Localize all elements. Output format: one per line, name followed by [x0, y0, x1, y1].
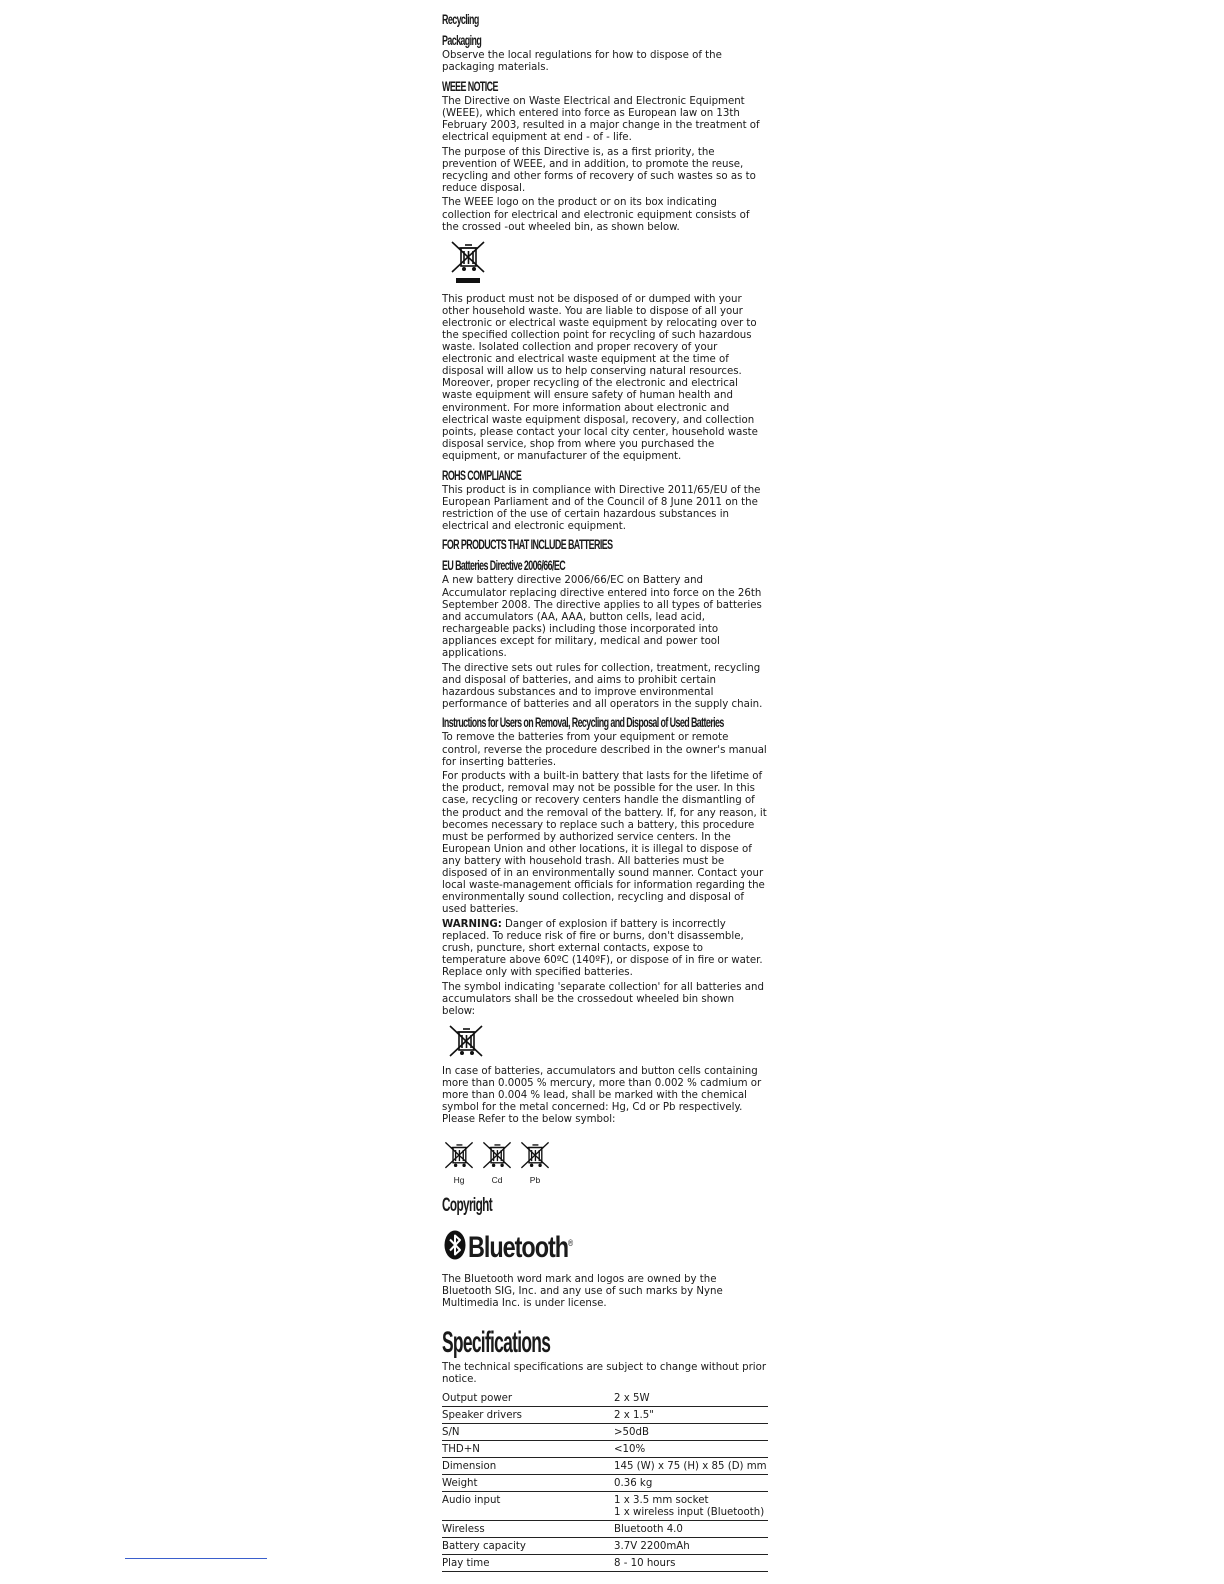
- metal-label-pb: Pb: [529, 1174, 541, 1185]
- warning-label: WARNING:: [442, 918, 502, 930]
- packaging-text: Observe the local regulations for how to dispose of the packaging materials.: [442, 50, 722, 74]
- spec-value-2: 1 x wireless input (Bluetooth): [614, 1507, 765, 1519]
- bluetooth-logo: [444, 1227, 768, 1264]
- battery-bin-icon: [446, 1024, 486, 1060]
- batteries-paragraph-4: For products with a built-in battery that lasts for the lifetime of the product, removal may not be possible for the user. In this case, recycling or recovery centers handle the dismantling of the product and the removal of the battery. If, for any reason, it becomes necessary to replace such a battery, this procedure must be performed by authorized service centers. In the European Union and other locations, it is illegal to dispose of any battery with household trash. All batteries must be disposed of in an environmentally sound manner. Contact your local waste-management officials for information regarding the environmentally sound collection, recycling and disposal of used batteries.: [442, 771, 767, 916]
- metal-symbol-pb: [518, 1139, 552, 1185]
- bin-hg-icon: [442, 1139, 476, 1173]
- rohs-text: This product is in compliance with Directive 2011/65/EU of the European Parliament and of the Council of 8 June 2011 on the restriction of the use of certain hazardous substances in electrical and electronic equipment.: [442, 484, 761, 532]
- table-row: [442, 1458, 768, 1475]
- warning-paragraph: [442, 919, 768, 979]
- spec-value: <10%: [614, 1441, 768, 1458]
- metal-symbol-hg: [442, 1139, 476, 1185]
- metal-symbols: [442, 1139, 768, 1185]
- bluetooth-wordmark: [468, 1227, 572, 1264]
- spec-label: Wireless: [442, 1521, 614, 1538]
- spec-label: Weight: [442, 1475, 614, 1492]
- copyright-text: The Bluetooth word mark and logos are owned by the Bluetooth SIG, Inc. and any use of such marks by Nyne Multimedia Inc. is under license.: [442, 1273, 723, 1309]
- spec-label: Audio input: [442, 1492, 614, 1521]
- metal-label-cd: Cd: [491, 1174, 503, 1185]
- weee-heading: WEEE NOTICE: [442, 78, 498, 94]
- spec-label: Battery capacity: [442, 1538, 614, 1555]
- document-column: [442, 8, 768, 1572]
- bin-cd-icon: [480, 1139, 514, 1173]
- batteries-paragraph-3: To remove the batteries from your equipment or remote control, reverse the procedure described in the owner's manual for inserting batteries.: [442, 732, 767, 768]
- warning-text: Danger of explosion if battery is incorrectly replaced. To reduce risk of fire or burns, don't disassemble, crush, puncture, short external contacts, expose to temperature above 60ºC (140ºF), or dispose of in fire or water. Replace only with specified batteries.: [442, 918, 763, 979]
- batteries-directive-heading: EU Batteries Directive 2006/66/EC: [442, 558, 566, 574]
- batteries-paragraph-5: The symbol indicating 'separate collection' for all batteries and accumulators shall be the crossedout wheeled bin shown below:: [442, 981, 764, 1017]
- spec-value: 1 x 3.5 mm socket: [614, 1495, 709, 1507]
- spec-value: Bluetooth 4.0: [614, 1521, 768, 1538]
- weee-paragraph-3: The WEEE logo on the product or on its box indicating collection for electrical and electronic equipment consists of the crossed -out wheeled bin, as shown below.: [442, 197, 750, 233]
- spec-value-multi: [614, 1492, 768, 1521]
- spec-label: Speaker drivers: [442, 1407, 614, 1424]
- spec-value: 3.7V 2200mAh: [614, 1538, 768, 1555]
- table-row: [442, 1538, 768, 1555]
- weee-bin-icon: [448, 240, 488, 286]
- bluetooth-word: Bluetooth: [468, 1230, 569, 1264]
- specifications-table: [442, 1390, 768, 1572]
- copyright-heading: Copyright: [442, 1194, 493, 1216]
- batteries-paragraph-6: In case of batteries, accumulators and button cells containing more than 0.0005 % mercury, more than 0.002 % cadmium or more than 0.004 % lead, shall be marked with the chemical symbol for the metal concerned: Hg, Cd or Pb respectively. Please Refer to the below symbol:: [442, 1066, 762, 1126]
- spec-label: Play time: [442, 1555, 614, 1572]
- spec-value: 8 - 10 hours: [614, 1555, 768, 1572]
- batteries-paragraph-1: A new battery directive 2006/66/EC on Battery and Accumulator replacing directive entered into force on the 26th September 2008. The directive applies to all types of batteries and accumulators (AA, AAA, button cells, lead acid, rechargeable packs) including those incorporated into appliances except for military, medical and power tool applications.: [442, 575, 762, 659]
- table-row: [442, 1555, 768, 1572]
- bluetooth-icon: [444, 1230, 466, 1260]
- registered-mark: ®: [568, 1237, 573, 1248]
- table-row: [442, 1475, 768, 1492]
- recycling-heading: Recycling: [442, 12, 479, 27]
- spec-label: S/N: [442, 1424, 614, 1441]
- table-row: [442, 1424, 768, 1441]
- table-row: [442, 1390, 768, 1407]
- spec-label: Dimension: [442, 1458, 614, 1475]
- spec-label: Output power: [442, 1390, 614, 1407]
- bin-pb-icon: [518, 1139, 552, 1173]
- batteries-instructions-heading: Instructions for Users on Removal, Recycling and Disposal of Used Batteries: [442, 715, 724, 731]
- packaging-heading: Packaging: [442, 33, 482, 48]
- metal-symbol-cd: [480, 1139, 514, 1185]
- weee-paragraph-4: This product must not be disposed of or dumped with your other household waste. You are liable to dispose of all your electronic or electrical waste equipment by relocating over to the specified collection point for recycling of such hazardous waste. Isolated collection and proper recovery of your electronic and electrical waste equipment at the time of disposal will allow us to help conserving natural resources. Moreover, proper recycling of the electronic and electrical waste equipment will ensure safety of human health and environment. For more information about electronic and electrical waste equipment disposal, recovery, and collection points, please contact your local city center, household waste disposal service, shop from where you purchased the equipment, or manufacturer of the equipment.: [442, 293, 758, 462]
- weee-paragraph-2: The purpose of this Directive is, as a first priority, the prevention of WEEE, and in addition, to promote the reuse, recycling and other forms of recovery of such wastes so as to reduce disposal.: [442, 146, 756, 194]
- spec-value: 2 x 5W: [614, 1390, 768, 1407]
- batteries-heading: FOR PRODUCTS THAT INCLUDE BATTERIES: [442, 537, 613, 553]
- weee-paragraph-1: The Directive on Waste Electrical and Electronic Equipment (WEEE), which entered into force as European law on 13th February 2003, resulted in a major change in the treatment of electrical equipment at end - of - life.: [442, 95, 760, 143]
- batteries-paragraph-2: The directive sets out rules for collection, treatment, recycling and disposal of batteries, and aims to prohibit certain hazardous substances and to improve environmental performance of batteries and all operators in the supply chain.: [442, 662, 763, 710]
- rohs-heading: ROHS COMPLIANCE: [442, 467, 522, 483]
- table-row: [442, 1407, 768, 1424]
- spec-value: 2 x 1.5": [614, 1407, 768, 1424]
- table-row: [442, 1441, 768, 1458]
- link-underline: [125, 1558, 267, 1559]
- spec-value: >50dB: [614, 1424, 768, 1441]
- spec-value: 145 (W) x 75 (H) x 85 (D) mm: [614, 1458, 768, 1475]
- table-row: [442, 1521, 768, 1538]
- table-row: [442, 1492, 768, 1521]
- spec-label: THD+N: [442, 1441, 614, 1458]
- spec-value: 0.36 kg: [614, 1475, 768, 1492]
- specifications-heading: Specifications: [442, 1325, 551, 1359]
- metal-label-hg: Hg: [453, 1174, 465, 1185]
- specifications-intro: The technical specifications are subject to change without prior notice.: [442, 1361, 767, 1385]
